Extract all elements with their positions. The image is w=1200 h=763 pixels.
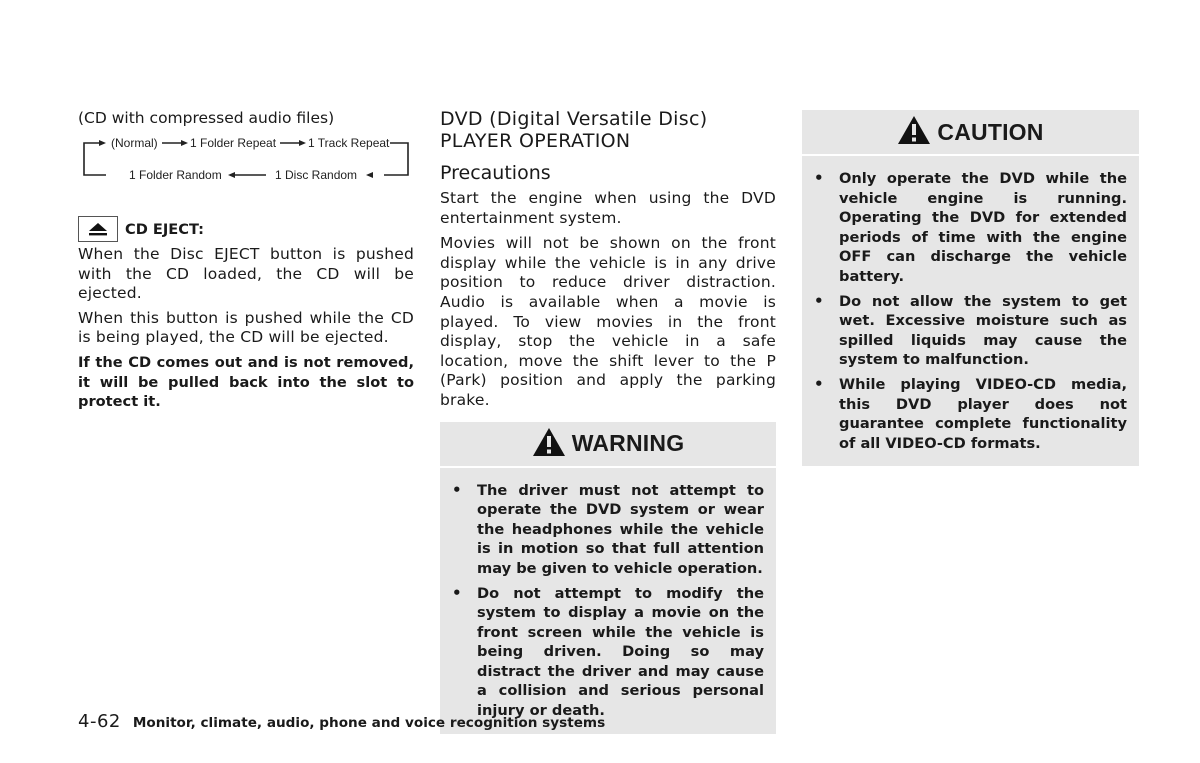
repeat-mode-diagram	[78, 137, 414, 193]
page-footer	[78, 711, 605, 732]
mode-normal: (Normal)	[111, 136, 158, 150]
caution-item: • While playing VIDEO-CD media, this DVD player does not guarantee complete functionality of all VIDEO-CD formats.	[839, 375, 1127, 453]
caution-triangle-icon	[897, 115, 931, 149]
right-column	[802, 110, 1139, 466]
caution-list	[802, 156, 1139, 466]
caution-header	[802, 110, 1139, 156]
warning-list	[440, 468, 776, 734]
compressed-audio-intro: (CD with compressed audio files)	[78, 109, 335, 127]
warning-title: WARNING	[571, 430, 685, 457]
mode-folder-random: 1 Folder Random	[129, 168, 222, 182]
warning-triangle-icon	[532, 427, 566, 461]
left-column	[78, 108, 414, 412]
cd-eject-heading: CD EJECT:	[125, 220, 204, 238]
caution-item: • Only operate the DVD while the vehicle engine is running. Operating the DVD for extended periods of time with the engine OFF can discharge the vehicle battery.	[839, 169, 1127, 287]
warning-item: • The driver must not attempt to operate the DVD system or wear the headphones while the vehicle is in motion so that full attention may be given to vehicle operation.	[477, 481, 764, 579]
cd-eject-heading-row	[78, 215, 414, 243]
warning-header	[440, 422, 776, 468]
subsection-heading: Precautions	[440, 162, 551, 184]
warning-item: • Do not attempt to modify the system to display a movie on the front screen while the vehicle is being driven. Doing so may distract the driver and may cause a collision and serious personal injury or death.	[477, 584, 764, 721]
eject-paragraph-2: When this button is pushed while the CD is being played, the CD will be ejected.	[78, 308, 414, 347]
section-heading: DVD (Digital Versatile Disc) PLAYER OPERATION	[440, 108, 708, 152]
eject-paragraph-1: When the Disc EJECT button is pushed with the CD loaded, the CD will be ejected.	[78, 245, 414, 303]
mode-folder-repeat: 1 Folder Repeat	[190, 136, 277, 150]
eject-note: If the CD comes out and is not removed, it will be pulled back into the slot to protect it.	[78, 353, 414, 411]
page-number: 4-62	[78, 711, 121, 732]
precaution-paragraph-2: Movies will not be shown on the front display while the vehicle is in any drive position to reduce driver distraction. Audio is available when a movie is played. To view movies in the front display, stop the vehicle in a safe location, move the shift lever to the P (Park) position and apply the parking brake.	[440, 234, 776, 409]
middle-column	[440, 108, 776, 734]
warning-box	[440, 422, 776, 734]
footer-section-title: Monitor, climate, audio, phone and voice recognition systems	[132, 715, 606, 731]
precaution-paragraph-1: Start the engine when using the DVD entertainment system.	[440, 189, 776, 227]
caution-item: • Do not allow the system to get wet. Excessive moisture such as spilled liquids may cause the system to malfunction.	[839, 292, 1127, 370]
mode-disc-random: 1 Disc Random	[275, 168, 358, 182]
caution-title: CAUTION	[937, 118, 1044, 145]
mode-track-repeat: 1 Track Repeat	[308, 136, 390, 150]
eject-icon	[78, 216, 118, 242]
caution-box	[802, 110, 1139, 466]
